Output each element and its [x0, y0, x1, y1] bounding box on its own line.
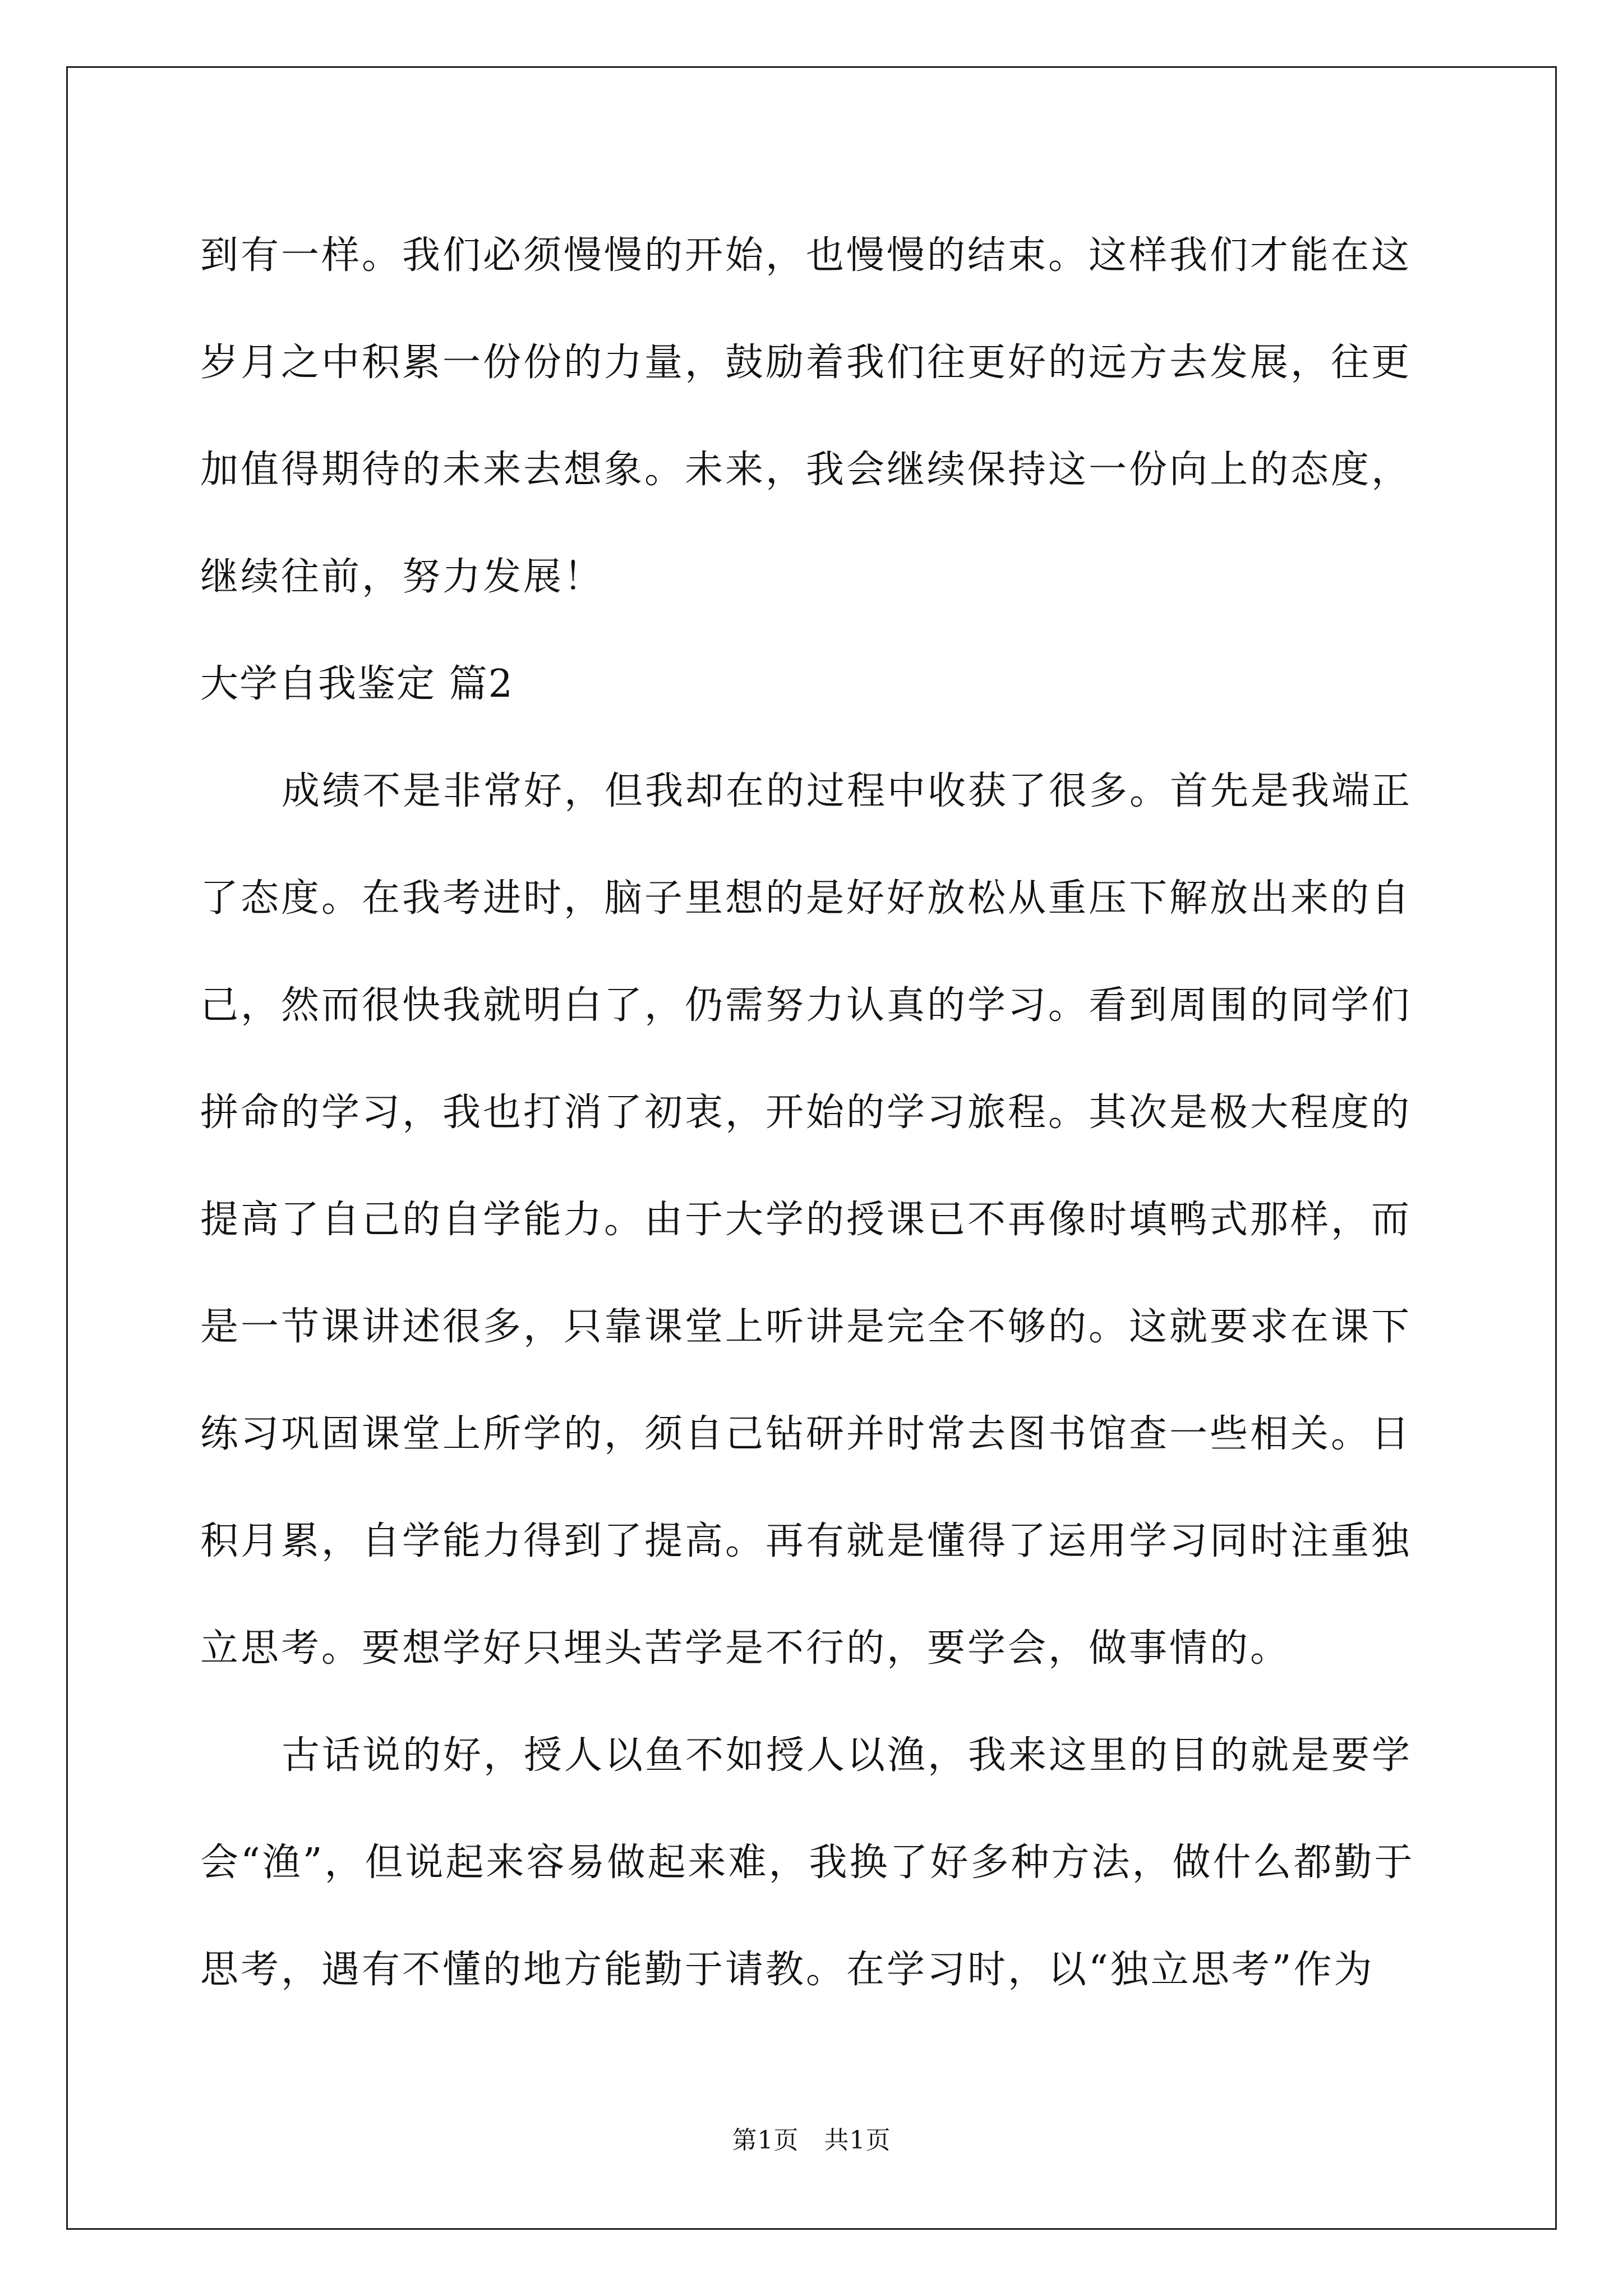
- continued-paragraph: [200, 202, 1423, 631]
- section-heading: 大学自我鉴定 篇2: [200, 662, 514, 706]
- text-line: 成绩不是非常好，但我却在的过程中收获了很多。首先是我端正: [282, 769, 1413, 813]
- text-line: 思考，遇有不懂的地方能勤于请教。在学习时，以“独立思考”作为: [200, 1948, 1375, 1992]
- text-line: 拼命的学习，我也打消了初衷，开始的学习旅程。其次是极大程度的: [200, 1091, 1412, 1135]
- text-line: 到有一样。我们必须慢慢的开始，也慢慢的结束。这样我们才能在这: [200, 233, 1412, 278]
- text-line: 加值得期待的未来去想象。未来，我会继续保持这一份向上的态度，: [200, 448, 1412, 492]
- text-line: 岁月之中积累一份份的力量，鼓励着我们往更好的远方去发展，往更: [200, 341, 1412, 385]
- paragraph-1: [200, 738, 1423, 1702]
- text-line: 是一节课讲述很多，只靠课堂上听讲是完全不够的。这就要求在课下: [200, 1305, 1412, 1349]
- text-line: 古话说的好，授人以鱼不如授人以渔，我来这里的目的就是要学: [282, 1733, 1413, 1778]
- page-footer: 第1页 共1页: [732, 2126, 891, 2155]
- text-line: 立思考。要想学好只埋头苦学是不行的，要学会，做事情的。: [200, 1626, 1291, 1671]
- paragraph-2: [200, 1702, 1423, 2023]
- text-line: 积月累，自学能力得到了提高。再有就是懂得了运用学习同时注重独: [200, 1519, 1412, 1563]
- document-body: [200, 202, 1423, 2023]
- text-line: 己，然而很快我就明白了，仍需努力认真的学习。看到周围的同学们: [200, 983, 1412, 1028]
- text-line: 了态度。在我考进时，脑子里想的是好好放松从重压下解放出来的自: [200, 876, 1412, 921]
- text-line: 继续往前，努力发展！: [200, 555, 605, 599]
- text-line: 会“渔”，但说起来容易做起来难，我换了好多种方法，做什么都勤于: [200, 1841, 1415, 1885]
- text-line: 练习巩固课堂上所学的，须自己钻研并时常去图书馆查一些相关。日: [200, 1412, 1412, 1456]
- text-line: 提高了自己的自学能力。由于大学的授课已不再像时填鸭式那样，而: [200, 1198, 1412, 1242]
